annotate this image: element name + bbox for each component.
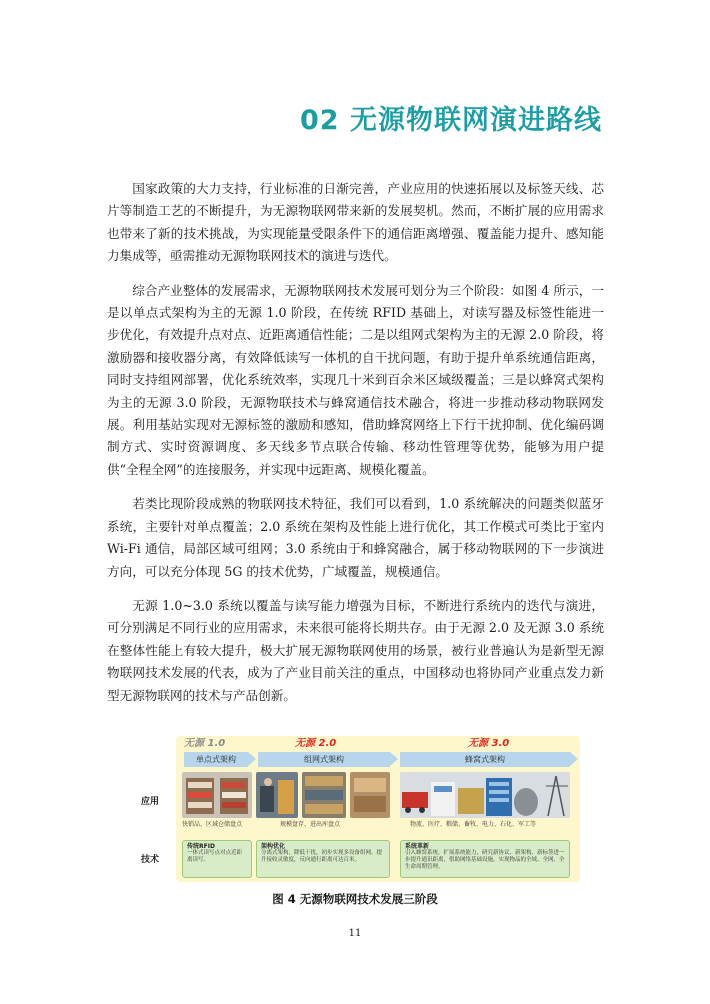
stage-1-application: 快销品、区域仓储盘点 <box>182 821 243 828</box>
storage-rack-image <box>302 772 346 818</box>
stage-3-tech-box <box>400 840 570 878</box>
paragraph-2: 综合产业整体的发展需求，无源物联网技术发展可划分为三个阶段：如图 4 所示，一是以单点式架构为主的无源 1.0 阶段，在传统 RFID 基础上，对读写器及标签性能进一步优化，有效提升点对点、近距离通信性能；二是以组网式架构为主的无源 2.0 阶段，将激励器和接收器分离，有效降低读写一体机的自干扰问题，有助于提升单系统通信距离，同时支持组网部署，优化系统效率，实现几十米到百余米区域级覆盖；三是以蜂窝式架构为主的无源 3.0 阶段，无源物联技术与蜂窝通信技术融合，将进一步推动移动物联网发展。利用基站实现对无源标签的激励和感知，借助蜂窝网络上下行干扰抑制、优化编码调制方式、实时资源调度、多天线多节点联合传输、移动性管理等优势，能够为用户提供“全程全网”的连接服务，并实现中远距离、规模化覆盖。 <box>107 282 604 477</box>
row-label-technology: 技术 <box>140 855 159 865</box>
page-number: 11 <box>348 928 362 939</box>
row-label-application: 应用 <box>140 797 159 807</box>
stage-2-architecture: 组网式架构 <box>258 752 390 767</box>
stage-2-name: 无源 2.0 <box>295 738 337 749</box>
stage-1-name: 无源 1.0 <box>184 738 226 749</box>
stage-2-tech-desc: 分离式架构，降低干扰，初步实现多设备组网，提升接收灵敏度，反向通行距离可达百米。 <box>261 850 383 863</box>
body-text <box>107 178 604 719</box>
figure-caption: 图 4 无源物联网技术发展三阶段 <box>272 892 438 906</box>
stage-2-tech-box <box>256 840 390 878</box>
warehouse-shelves-image <box>182 772 252 818</box>
stage-3-tech-title: 系统革新 <box>405 843 430 850</box>
paragraph-3: 若类比现阶段成熟的物联网技术特征，我们可以看到，1.0 系统解决的问题类似蓝牙系统，主要针对单点覆盖；2.0 系统在架构及性能上进行优化，其工作模式可类比于室内 Wi-Fi 通信，局部区域可组网；3.0 系统由于和蜂窝融合，属于移动物联网的下一步演进方向，可以充分体现 5G 的技术优势，广域覆盖，规模通信。 <box>107 496 604 579</box>
stage-2-tech-title: 架构优化 <box>261 843 286 850</box>
figure-three-stages <box>130 736 582 886</box>
stage-3-name: 无源 3.0 <box>468 738 510 749</box>
paragraph-1: 国家政策的大力支持，行业标准的日渐完善，产业应用的快速拓展以及标签天线、芯片等制造工艺的不断提升，为无源物联网带来新的发展契机。然而，不断扩展的应用需求也带来了新的技术挑战，为实现能量受限条件下的通信距离增强、覆盖能力提升、感知能力集成等，亟需推动无源物联网技术的演进与迭代。 <box>107 181 604 264</box>
stage-1-tech-box <box>182 840 252 878</box>
pallet-inventory-image <box>350 772 390 818</box>
stage-3-tech-desc: 引入蜂窝系统，扩展系统能力，研究新协议、新架构、新标签进一步提升通讯距离，借助网络基础设施，实现物品的全域、全网、全生命周期管理。 <box>405 850 565 870</box>
section-title: 02 无源物联网演进路线 <box>300 105 602 136</box>
stage-1-tech-desc: 一体式读写点对点近距离读写。 <box>187 850 243 863</box>
stage-1-architecture: 单点式架构 <box>184 752 248 767</box>
stage-1-tech-title: 传统RFID <box>187 843 215 850</box>
stage-2-application: 规模盘存、进出库盘点 <box>280 821 341 828</box>
stage-3-application: 物流、医疗、粮储、畜牧、电力、石化、军工等 <box>410 821 537 828</box>
industry-collage-image <box>400 772 570 818</box>
warehouse-worker-image <box>256 772 298 818</box>
paragraph-4: 无源 1.0~3.0 系统以覆盖与读写能力增强为目标，不断进行系统内的迭代与演进，可分别满足不同行业的应用需求，未来很可能将长期共存。由于无源 2.0 及无源 3.0 系统在整体性能上有较大提升，极大扩展无源物联网使用的场景，被行业普遍认为是新型无源物联网技术发展的代表，成为了产业目前关注的重点，中国移动也将协同产业重点发力新型无源物联网的技术与产品创新。 <box>107 597 604 703</box>
stage-3-architecture: 蜂窝式架构 <box>400 752 570 767</box>
